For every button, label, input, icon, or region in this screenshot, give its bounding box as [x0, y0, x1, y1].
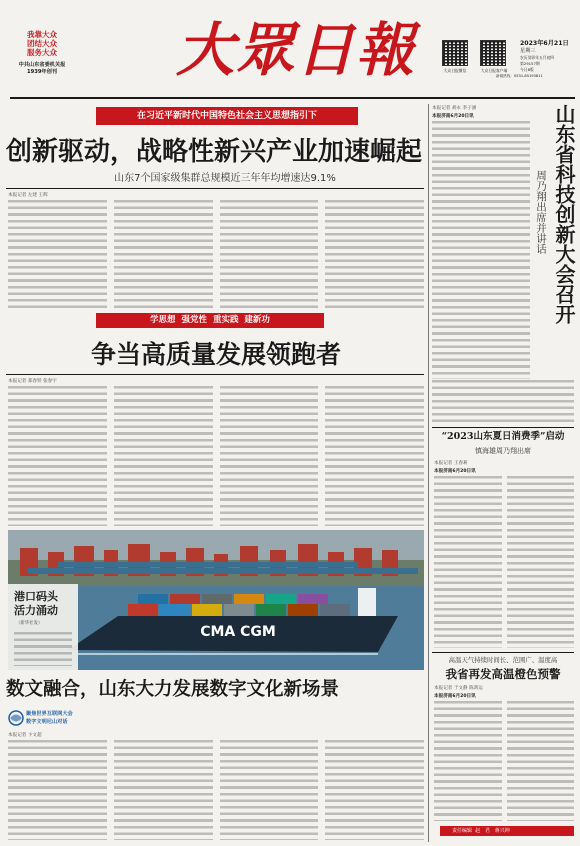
- second-headline: 争当高质量发展领跑者: [90, 340, 341, 369]
- qr-caption-2: 大众日报客户端: [480, 68, 508, 73]
- issue-weekday: 星期三: [520, 48, 536, 54]
- qr-caption-1: 大众日报微信: [443, 68, 467, 73]
- warning-body: [434, 701, 574, 821]
- lead-rule: [6, 188, 424, 189]
- conference-logo-icon: [8, 710, 24, 726]
- issue-lunar: 农历癸卯年五月初四: [520, 55, 555, 60]
- masthead-slogans: [14, 30, 70, 75]
- photo-caption-small: （新华社发）: [16, 621, 43, 626]
- text-column: [114, 740, 213, 840]
- right-top-dateline: 本报济南6月20日讯: [432, 114, 474, 119]
- right-top-body: [432, 121, 530, 379]
- warning-dateline: 本报济南6月20日讯: [434, 694, 476, 699]
- masthead: [0, 0, 580, 100]
- slogan-1: 我靠大众: [27, 30, 57, 39]
- footer-editors-text: 责任编辑 赵 君 蒋兴坤: [452, 828, 510, 834]
- text-column: [325, 200, 424, 308]
- second-article-body: [8, 386, 424, 526]
- consumption-headline: “2023山东夏日消费季”启动: [441, 431, 565, 442]
- photo-caption-box: [8, 584, 78, 670]
- footer-editors-bar: [440, 826, 574, 836]
- text-column: [507, 701, 575, 821]
- digital-article-body: [8, 740, 424, 840]
- warning-rule: [432, 652, 574, 653]
- ship-hull-text: CMA CGM: [200, 624, 276, 640]
- right-top-subheadline: 周乃翔出席并讲话: [535, 170, 547, 254]
- photo-caption-title: 港口码头 活力涌动: [14, 590, 58, 617]
- consumption-subheadline: 慎海雄周乃翔出席: [475, 447, 531, 455]
- masthead-org: 中共山东省委机关报: [18, 62, 66, 68]
- warning-kicker: 高温天气持续时间长、范围广、温度高: [448, 656, 558, 664]
- text-column: [220, 386, 319, 526]
- slogan-bar: [96, 313, 324, 328]
- app-qr-icon: [480, 40, 506, 66]
- paper-name-logo: 大眾日報: [175, 16, 416, 84]
- logo-line-2: 数字文明尼山对话: [26, 719, 68, 725]
- text-column: [8, 740, 107, 840]
- text-column: [114, 200, 213, 308]
- column-divider: [428, 104, 429, 842]
- issue-pages: 今日8版: [520, 67, 534, 72]
- port-photo: [8, 530, 424, 670]
- text-column: [325, 740, 424, 840]
- slogan-bar-text: 学思想 强党性 重实践 建新功: [150, 315, 270, 325]
- wechat-qr-icon: [442, 40, 468, 66]
- text-column: [434, 476, 502, 648]
- right-top-body-2: [432, 380, 574, 424]
- right-top-byline: 本报记者 胡永 李子涵: [432, 106, 477, 111]
- text-column: [220, 740, 319, 840]
- banner-top: [96, 107, 358, 125]
- logo-line-1: 聚焦世界互联网大会: [26, 711, 73, 717]
- text-column: [325, 386, 424, 526]
- warning-byline: 本报记者 于文静 陈鸿运: [434, 686, 483, 691]
- warning-headline: 我省再发高温橙色预警: [445, 667, 561, 681]
- text-column: [114, 386, 213, 526]
- consumption-dateline: 本报济南6月20日讯: [434, 469, 476, 474]
- second-byline: 本报记者 郑春铁 张春宇: [8, 379, 57, 384]
- digital-logo: [8, 708, 74, 728]
- second-rule: [6, 374, 424, 375]
- slogan-2: 团结大众: [27, 39, 57, 48]
- lead-article-body: [8, 200, 424, 308]
- consumption-rule: [432, 427, 574, 428]
- issue-number: 第29157期: [520, 61, 540, 66]
- photo-caption-body: [14, 632, 72, 666]
- lead-headline: 创新驱动，战略性新兴产业加速崛起: [6, 137, 423, 167]
- consumption-body: [434, 476, 574, 648]
- text-column: [220, 200, 319, 308]
- date-block: [496, 40, 578, 79]
- lead-byline: 本报记者 左建 王辉: [8, 193, 48, 198]
- text-column: [507, 476, 575, 648]
- text-column: [434, 701, 502, 821]
- digital-byline: 本报记者 卞文超: [8, 733, 42, 738]
- issue-date: 2023年6月21日: [520, 40, 569, 47]
- slogan-3: 服务大众: [27, 48, 57, 57]
- digital-headline: 数文融合，山东大力发展数字文化新场景: [6, 679, 340, 700]
- masthead-rule: [10, 97, 575, 99]
- text-column: [8, 200, 107, 308]
- masthead-founded: 1939年创刊: [26, 69, 57, 75]
- lead-subheadline: 山东7个国家级集群总规模近三年年均增速达9.1%: [114, 173, 336, 184]
- text-column: [8, 386, 107, 526]
- hotline: 新闻热线：0531-85193811: [496, 74, 543, 78]
- consumption-byline: 本报记者 王春莉: [434, 461, 468, 466]
- banner-top-text: 在习近平新时代中国特色社会主义思想指引下: [136, 111, 317, 121]
- right-top-headline: 山东省科技创新大会召开: [552, 104, 576, 324]
